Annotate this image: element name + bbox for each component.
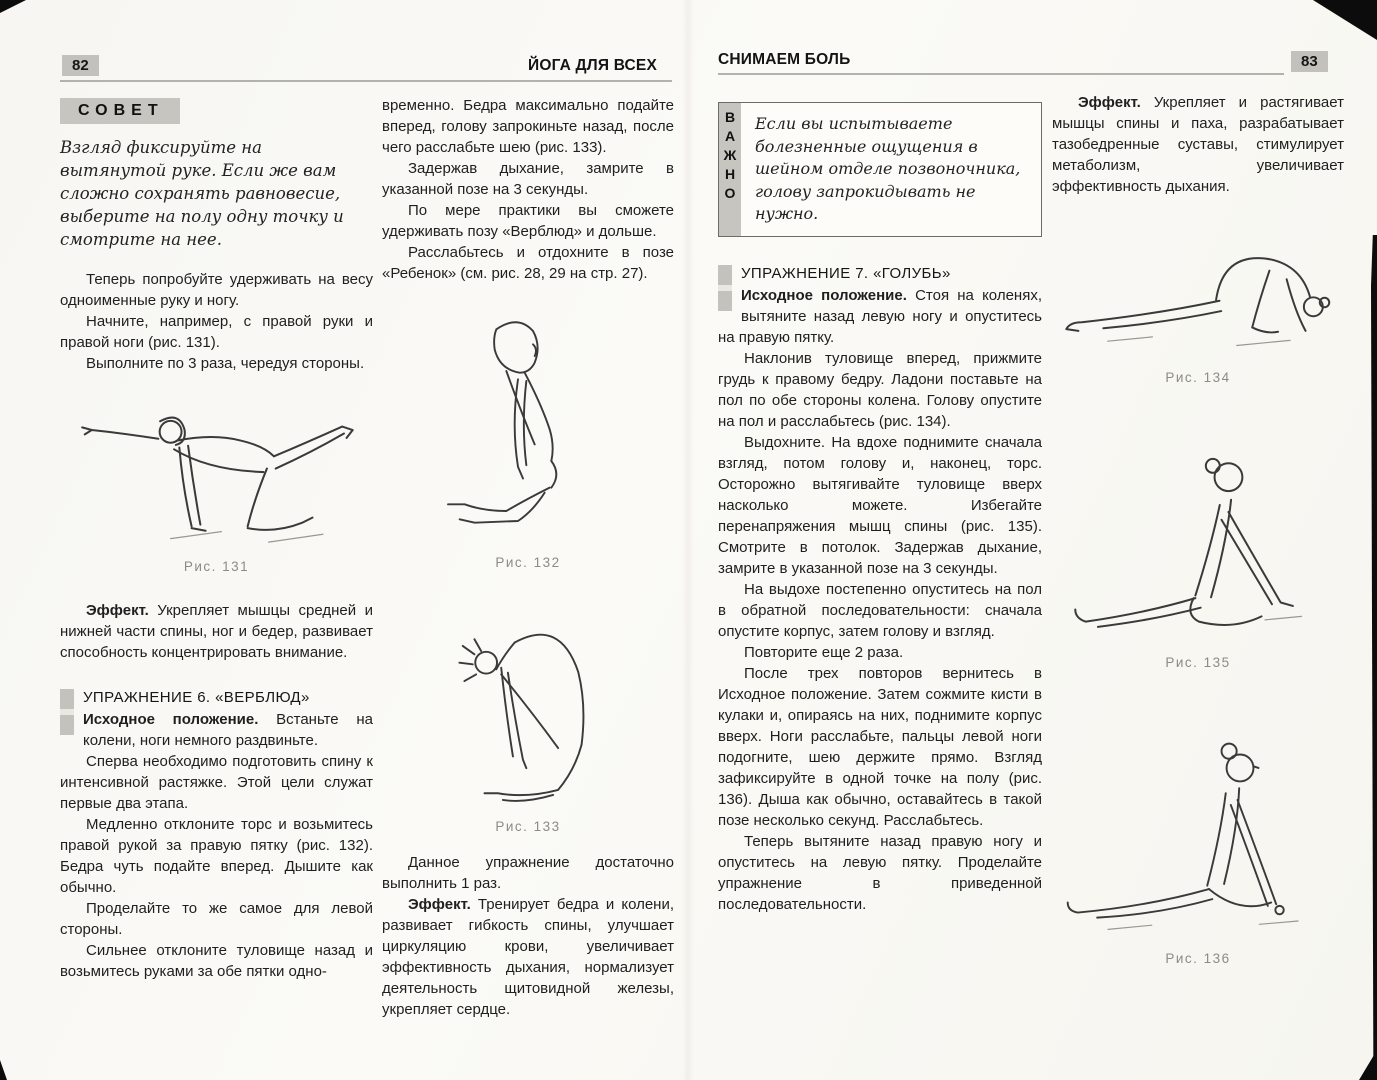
paragraph: Сильнее отклоните туловище назад и возьмитесь руками за обе пятки одно- — [60, 942, 373, 980]
figure-134-caption: Рис. 134 — [1165, 370, 1231, 385]
figure-132-heel-reach-pose — [382, 296, 674, 570]
paragraph: По мере практики вы сможете удерживать позу «Верблюд» и дольше. — [382, 202, 674, 240]
figure-133-camel-pose — [382, 584, 674, 834]
running-head-left: ЙОГА ДЛЯ ВСЕХ — [528, 57, 657, 74]
scan-artifact-bottom-right — [1359, 1050, 1377, 1080]
effect-paragraph: Эффект. Укрепляет мышцы средней и нижней части спины, ног и бедер, развивает способность концентрировать внимание. — [60, 602, 373, 661]
paragraph: Данное упражнение достаточно выполнить 1 раз. — [382, 854, 674, 892]
paragraph: Сперва необходимо подготовить спину к интенсивной растяжке. Этой цели служат первые два этапа. — [60, 753, 373, 812]
figure-133-caption: Рис. 133 — [495, 819, 561, 834]
page83-column2 — [1052, 92, 1344, 966]
section-marker-icon — [718, 265, 732, 311]
start-position-paragraph: Исходное положение. Стоя на коленях, вытяните назад левую ногу и опуститесь на правую пятку. — [718, 286, 1042, 346]
page-spine-shadow — [682, 0, 694, 1080]
paragraph: Теперь вытяните назад правую ногу и опуститесь на левую пятку. Проделайте упражнение в приведенной последовательности. — [718, 832, 1042, 913]
figure-135-pigeon-up-pose — [1052, 411, 1344, 670]
important-box-text: Если вы испытываете болезненные ощущения в шейном отделе позвоночника, голову запрокидывать не нужно. — [755, 114, 1021, 223]
pigeon-fold-pose-drawing — [1053, 219, 1343, 361]
figure-134-pigeon-fold-pose — [1052, 219, 1344, 385]
effect-label: Эффект. — [1078, 94, 1141, 111]
figure-131-birddog-pose — [60, 388, 373, 574]
paragraph: Расслабьтесь и отдохните в позе «Ребенок» (см. рис. 28, 29 на стр. 27). — [382, 244, 674, 282]
tip-box-text: Взгляд фиксируйте на вытянутой руке. Если же вам сложно сохранять равновесие, выберите на полу одну точку и смотрите на нее. — [60, 138, 344, 249]
scan-artifact-bottom-left — [0, 1060, 7, 1080]
figure-136-caption: Рис. 136 — [1165, 951, 1231, 966]
important-box-label: ВАЖНО — [719, 103, 741, 236]
paragraph: временно. Бедра максимально подайте вперед, голову запрокиньте назад, после чего расслабьте шею (рис. 133). — [382, 97, 674, 156]
page82-column2 — [382, 95, 674, 1020]
camel-pose-drawing — [415, 584, 641, 810]
scan-artifact-right-edge — [1371, 235, 1377, 1080]
paragraph: Выполните по 3 раза, чередуя стороны. — [86, 355, 365, 372]
start-position-paragraph: Исходное положение. Встаньте на колени, ноги немного раздвиньте. — [83, 711, 373, 749]
page-number-left: 82 — [62, 55, 99, 76]
running-head-right: СНИМАЕМ БОЛЬ — [718, 51, 851, 68]
paragraph: Проделайте то же самое для левой стороны. — [60, 900, 373, 938]
start-position-label: Исходное положение. — [83, 711, 259, 728]
effect-paragraph: Эффект. Укрепляет и растягивает мышцы спины и паха, разрабатывает тазобедренные суставы, стимулирует метаболизм, увеличивает эффективность дыхания. — [1052, 94, 1344, 195]
effect-label: Эффект. — [86, 602, 149, 619]
paragraph: Начните, например, с правой руки и правой ноги (рис. 131). — [60, 313, 373, 351]
page-number-right: 83 — [1291, 51, 1328, 72]
exercise-7-title: УПРАЖНЕНИЕ 7. «ГОЛУБЬ» — [741, 264, 951, 282]
paragraph: После трех повторов вернитесь в Исходное положение. Затем сожмите кисти в кулаки и, опираясь на них, поднимите корпус вверх. Ноги расслабьте, пальцы левой ноги подогните, шею держите прямо. Взгляд зафиксируйте в одной точке на полу (рис. 136). Дыша как обычно, оставайтесь в такой позе несколько секунд. Расслабьтесь. — [718, 664, 1042, 829]
birddog-pose-drawing — [61, 388, 373, 550]
exercise-6-title: УПРАЖНЕНИЕ 6. «ВЕРБЛЮД» — [83, 689, 310, 706]
exercise-6-section — [60, 687, 373, 751]
figure-131-caption: Рис. 131 — [183, 559, 250, 574]
effect-paragraph: Эффект. Тренирует бедра и колени, развивает гибкость спины, улучшает циркуляцию крови, увеличивает эффективность дыхания, нормализует деятельность щитовидной железы, укрепляет сердце. — [382, 896, 675, 1018]
important-box — [718, 102, 1042, 237]
paragraph: Выдохните. На вдохе поднимите сначала взгляд, потом голову и, наконец, торс. Осторожно вытягивайте туловище вверх насколько можете. Избегайте перенапряжения мышц спины (рис. 135). Смотрите в потолок. Задержав дыхание, замрите в указанной позе на 3 секунды. — [718, 433, 1042, 577]
header-rule-right — [718, 73, 1284, 75]
exercise-7-section — [718, 263, 1042, 348]
pigeon-up-pose-drawing — [1063, 411, 1333, 646]
pigeon-fists-pose-drawing — [1058, 694, 1338, 942]
scan-artifact-top-left — [0, 0, 26, 13]
start-position-label: Исходное положение. — [741, 286, 907, 304]
paragraph: Повторите еще 2 раза. — [744, 643, 904, 661]
figure-136-pigeon-fists-pose — [1052, 694, 1344, 966]
paragraph: Теперь попробуйте удерживать на весу одноименные руку и ногу. — [60, 271, 373, 309]
page83-column1 — [718, 102, 1042, 915]
paragraph: Наклонив туловище вперед, прижмите грудь к правому бедру. Ладони поставьте на пол по обе стороны колена. Голову опустите на пол и расслабьтесь (рис. 134). — [718, 349, 1042, 430]
paragraph: Медленно отклоните торс и возьмитесь правой рукой за правую пятку (рис. 132). Бедра чуть подайте вперед. Дышите как обычно. — [60, 816, 373, 896]
scan-artifact-top-right — [1313, 0, 1377, 40]
effect-label: Эффект. — [408, 896, 471, 913]
heel-reach-pose-drawing — [418, 296, 638, 546]
paragraph: Задержав дыхание, замрите в указанной позе на 3 секунды. — [382, 160, 674, 198]
figure-132-caption: Рис. 132 — [495, 555, 561, 570]
tip-box-label: СОВЕТ — [60, 98, 180, 124]
paragraph: На выдохе постепенно опуститесь на пол в обратной последовательности: сначала опустите корпус, затем голову и взгляд. — [718, 580, 1042, 640]
header-rule-left — [60, 80, 672, 82]
figure-135-caption: Рис. 135 — [1165, 655, 1231, 670]
page82-column1 — [60, 98, 373, 982]
section-marker-icon — [60, 689, 74, 735]
